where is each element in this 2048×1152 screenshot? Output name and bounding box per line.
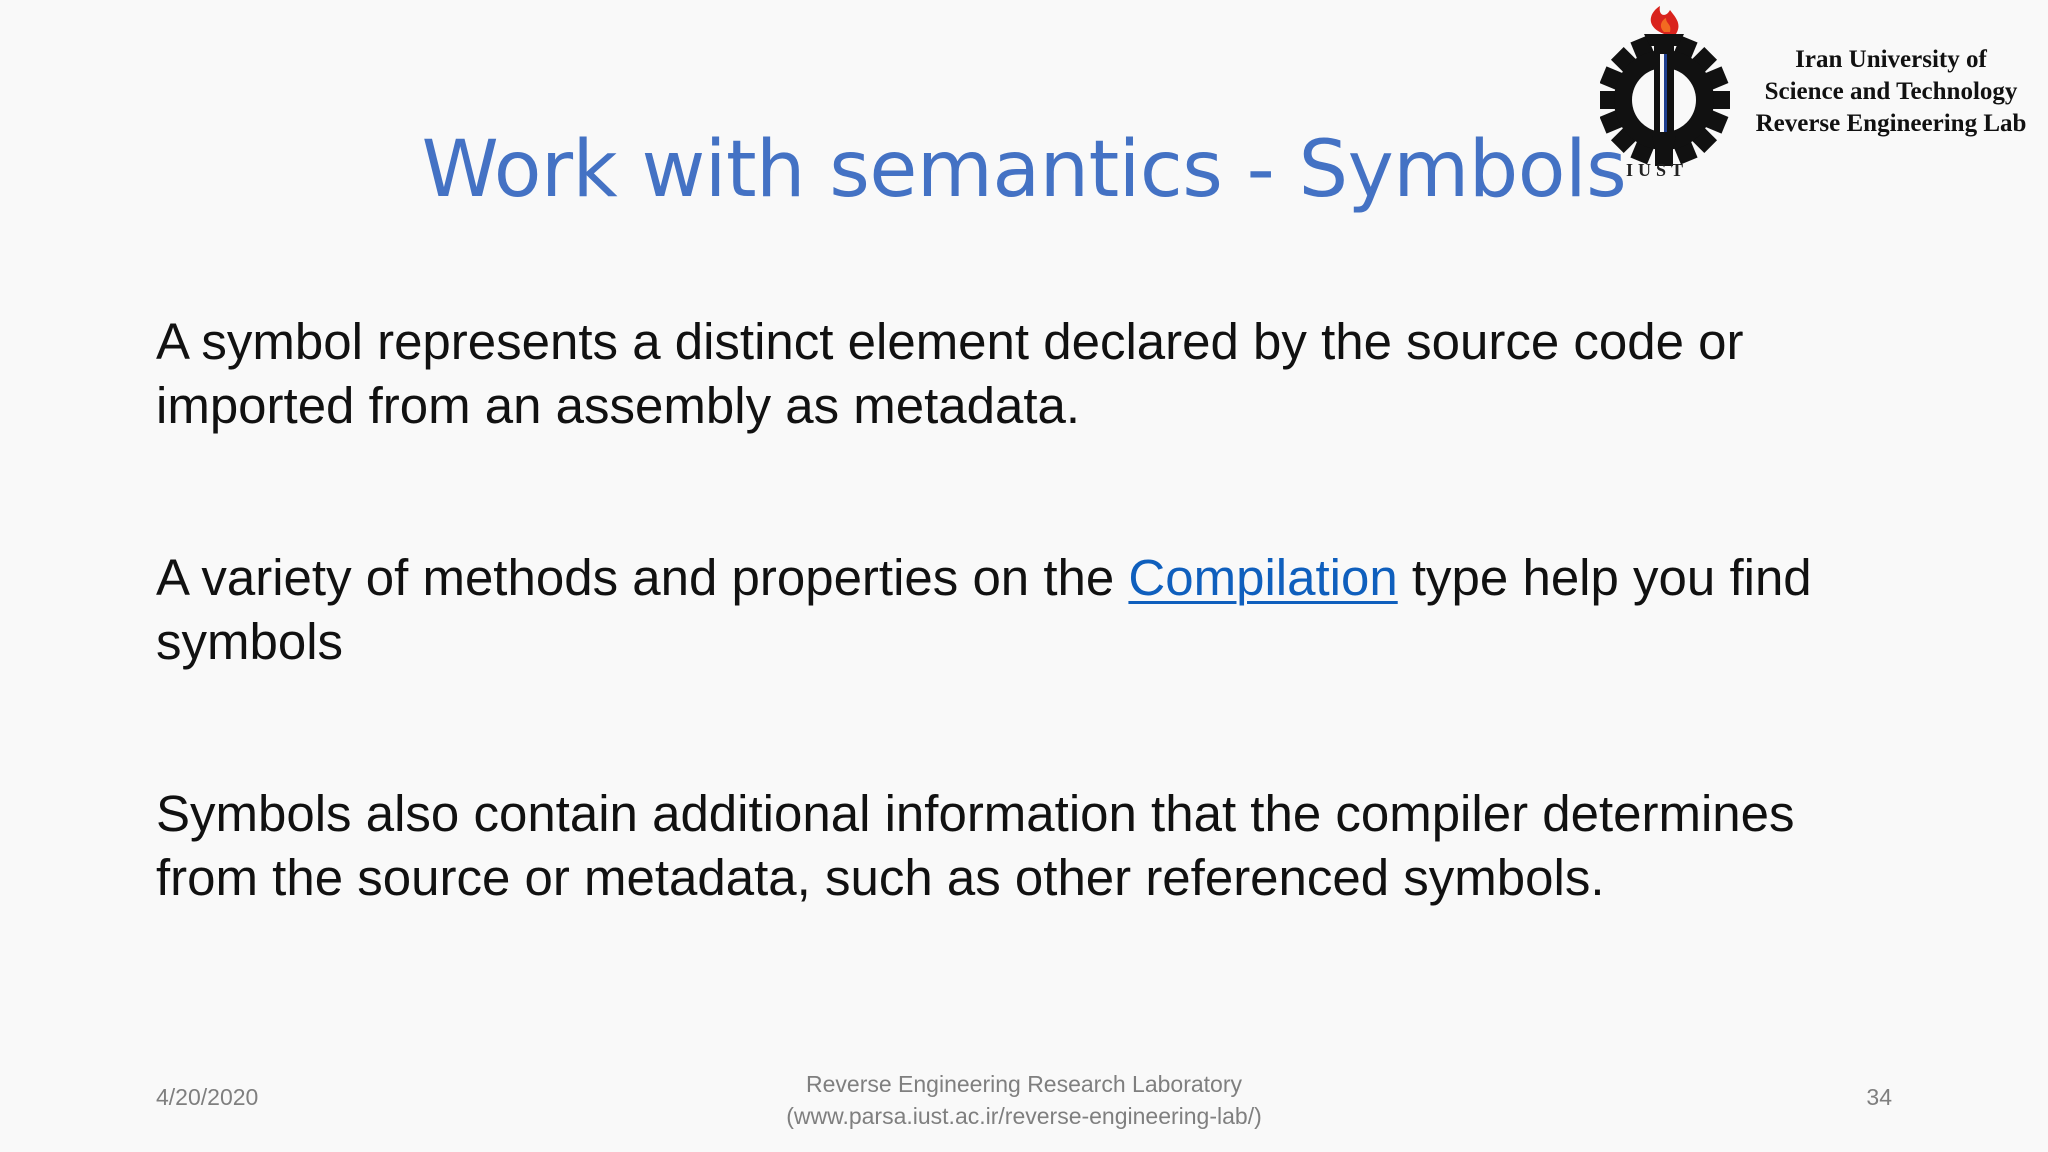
logo-line-1: Iran University of bbox=[1795, 46, 1987, 73]
footer-date: 4/20/2020 bbox=[156, 1084, 259, 1110]
paragraph-2-before: A variety of methods and properties on the bbox=[156, 549, 1129, 606]
slide-body bbox=[156, 310, 1896, 910]
footer-lab-name: Reverse Engineering Research Laboratory bbox=[806, 1071, 1242, 1097]
page-number: 34 bbox=[1866, 1084, 1892, 1110]
logo-line-3: Reverse Engineering Lab bbox=[1755, 110, 2027, 137]
logo-line-2: Science and Technology bbox=[1764, 78, 2018, 105]
paragraph-1: A symbol represents a distinct element declared by the source code or imported from an assembly as metadata. bbox=[156, 313, 1744, 434]
paragraph-3: Symbols also contain additional information that the compiler determines from the source or metadata, such as other referenced symbols. bbox=[156, 785, 1795, 906]
logo-abbreviation: IUST bbox=[1626, 160, 1689, 180]
compilation-link[interactable]: Compilation bbox=[1128, 549, 1398, 606]
paragraph-2-after: type help you find symbols bbox=[156, 549, 1812, 670]
footer-lab-info bbox=[624, 1068, 1424, 1132]
footer-lab-url: (www.parsa.iust.ac.ir/reverse-engineering-lab/) bbox=[786, 1103, 1262, 1129]
slide-title: Work with semantics - Symbols bbox=[421, 125, 1627, 215]
paragraph-2 bbox=[156, 546, 1896, 674]
